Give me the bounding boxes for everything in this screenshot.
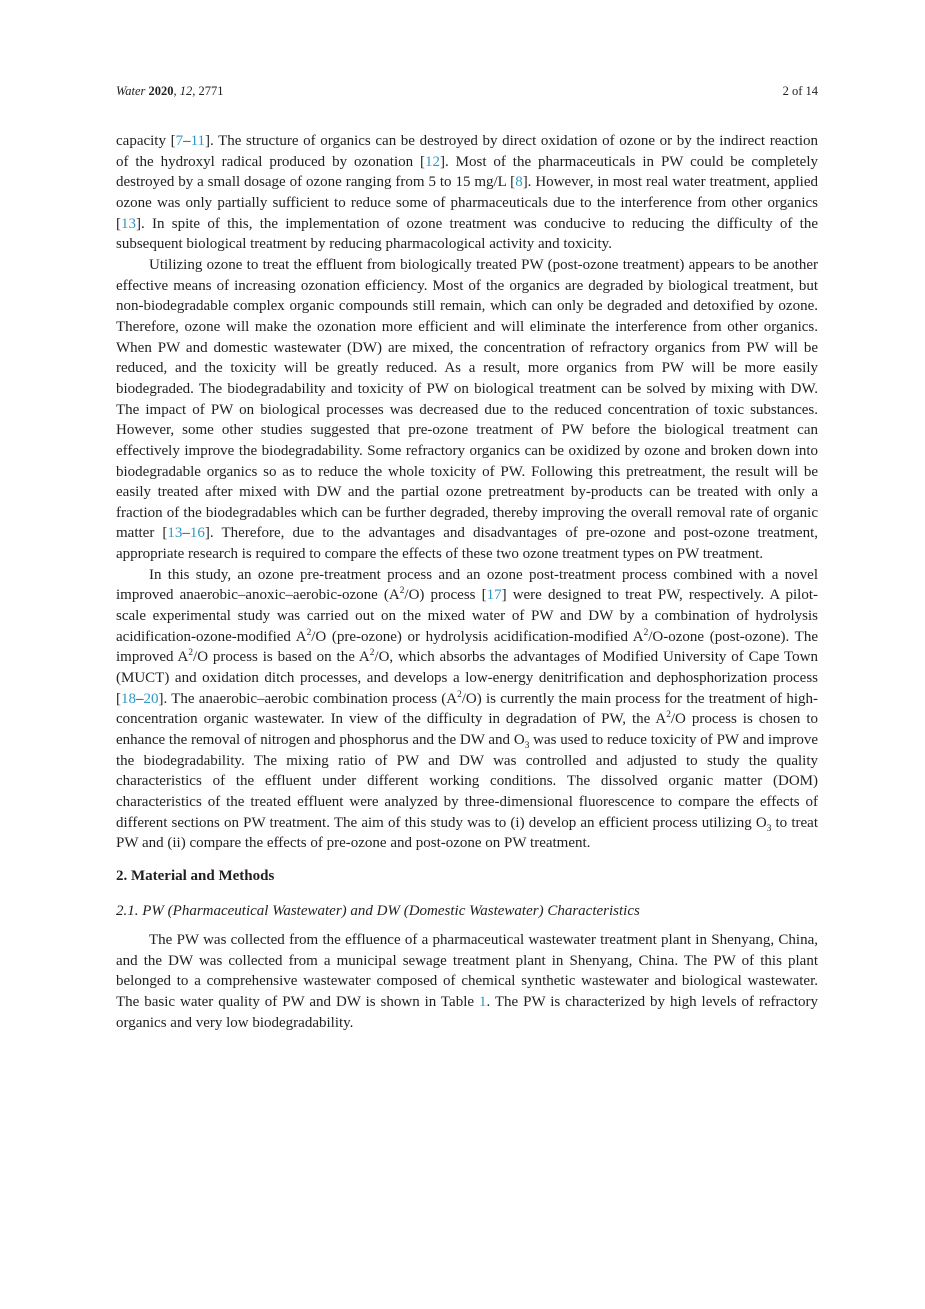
methods-text xyxy=(116,930,818,1033)
superscript: 2 xyxy=(457,689,462,700)
page-header xyxy=(116,84,818,99)
article-number: 2771 xyxy=(198,84,224,98)
separator: , xyxy=(192,84,199,98)
subscript: 3 xyxy=(524,741,530,752)
citation-link[interactable]: 13 xyxy=(121,215,136,232)
citation-link[interactable]: 8 xyxy=(515,174,523,191)
citation-link[interactable]: 7 xyxy=(175,133,184,149)
citation-link[interactable]: 20 xyxy=(143,690,159,707)
citation-link[interactable]: 18 xyxy=(121,690,136,707)
journal-name: Water xyxy=(116,84,149,98)
journal-volume: 12 xyxy=(179,84,193,98)
citation-link[interactable]: 11 xyxy=(190,133,206,149)
paragraph: capacity [7–11]. The structure of organics can be destroyed by direct oxidation of ozone or by the indirect reaction of the hydroxyl radical produced by ozonation [12]. Most of the pharmaceuticals in PW could be completely destroyed by a small dosage of ozone ranging from 5 to 15 mg/L [8]. However, in most real water treatment, applied ozone was only partially sufficient to reduce some of pharmaceuticals due to the interference from other organics [13]. In spite of this, the implementation of ozone treatment was conducive to reducing the difficulty of the subsequent biological treatment by reducing pharmacological activity and toxicity. xyxy=(116,133,819,253)
page-number: 2 of 14 xyxy=(782,84,818,98)
article-body xyxy=(116,131,818,1033)
subsection-heading-pw-dw: 2.1. PW (Pharmaceutical Wastewater) and DW (Domestic Wastewater) Characteristics xyxy=(116,902,640,919)
superscript: 2 xyxy=(666,710,671,721)
superscript: 2 xyxy=(399,586,405,597)
superscript: 2 xyxy=(643,627,649,638)
citation-link[interactable]: 17 xyxy=(486,587,502,604)
journal-year: 2020 xyxy=(148,84,174,98)
introduction-text xyxy=(116,131,818,854)
journal-reference xyxy=(116,84,224,99)
citation-link[interactable]: 13 xyxy=(167,525,183,542)
separator: , xyxy=(173,84,180,98)
citation-link[interactable]: 1 xyxy=(478,993,487,1010)
subscript: 3 xyxy=(766,823,772,834)
section-heading-materials-methods: 2. Material and Methods xyxy=(116,867,275,884)
citation-link[interactable]: 16 xyxy=(189,525,205,542)
superscript: 2 xyxy=(306,627,312,638)
paragraph: Utilizing ozone to treat the effluent from biologically treated PW (post-ozone treatment) appears to be another effective means of increasing ozonation efficiency. Most of the organics are degraded by biological treatment, but non-biodegradable complex organic compounds still remain, which can only be degraded and detoxified by ozone. Therefore, ozone will make the ozonation more efficient and will eliminate the interference from other organics. When PW and domestic wastewater (DW) are mixed, the concentration of refractory organics from PW will be reduced, and the toxicity will be greatly reduced. As a result, more organics from PW will be more easily biodegraded. The biodegradability and toxicity of PW on biological treatment can be solved by mixing with DW. The impact of PW on biological processes was decreased due to the reduced concentration of toxic substances. However, some other studies suggested that pre-ozone treatment of PW before the biological treatment can effectively improve the biodegradability. Some refractory organics can be oxidized by ozone and broken down into biodegradable organics so as to reduce the whole toxicity of PW. Following this pretreatment, the result will be easily treated after mixed with DW and the partial ozone pretreatment by-products can be treated with only a fraction of the biodegradables which can be further degraded, thereby improving the overall removal rate of organic matter [13–16]. Therefore, due to the advantages and disadvantages of pre-ozone and post-ozone treatment, appropriate research is required to compare the effects of these two ozone treatment types on PW treatment. xyxy=(116,256,818,563)
superscript: 2 xyxy=(369,648,375,659)
superscript: 2 xyxy=(188,648,194,659)
citation-link[interactable]: 12 xyxy=(425,153,441,170)
paragraph: The PW was collected from the effluence of a pharmaceutical wastewater treatment plant in Shenyang, China, and the DW was collected from a municipal sewage treatment plant in Shenyang, China. The PW of this plant belonged to a comprehensive wastewater composed of chemical synthetic wastewater and biological wastewater. The basic water quality of PW and DW is shown in Table 1. The PW is characterized by high levels of refractory organics and very low biodegradability. xyxy=(116,931,818,1031)
paragraph: In this study, an ozone pre-treatment process and an ozone post-treatment process combined with a novel improved anaerobic–anoxic–aerobic-ozone $(A^2/O)$ process [17] were designed to treat PW, respectively. A pilot-scale experimental study was carried out on the mixed water of PW and DW by a combination of hydrolysis acidification-ozone-modified $A^2/O$ (pre-ozone) or hydrolysis acidification-modified $A^2/O$-ozone (post-ozone). The improved $A^2/O$ process is based on the $A^2/O$, which absorbs the advantages of Modified University of Cape Town (MUCT) and oxidation ditch processes, and develops a low-energy denitrification and dephosphorization process [18–20]. The anaerobic–aerobic combination process $(A^2/O)$ is currently the main process for the treatment of high-concentration organic wastewater. In view of the difficulty in degradation of PW, the $A^2/O$ process is chosen to enhance the removal of nitrogen and phosphorus and the DW and $O_3$ was used to reduce toxicity of PW and improve the biodegradability. The mixing ratio of PW and DW was controlled and adjusted to study the quality characteristics of the effluent under different working conditions. The dissolved organic matter (DOM) characteristics of the treated effluent were analyzed by three-dimensional fluorescence to compare the effects of different sections on PW treatment. The aim of this study was to (i) develop an efficient process utilizing $O_3$ to treat PW and (ii) compare the effects of pre-ozone and post-ozone on PW treatment. xyxy=(116,566,819,852)
